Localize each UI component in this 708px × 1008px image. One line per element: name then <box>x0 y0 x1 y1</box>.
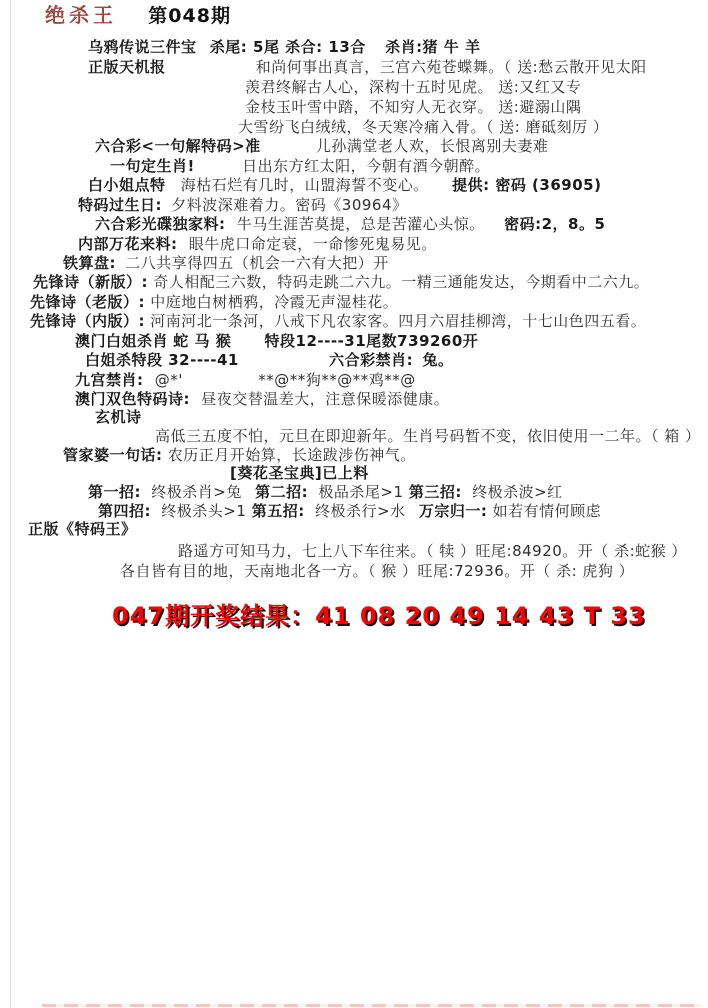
baixiaojie-label: 白小姐点特 <box>88 176 166 194</box>
zhao3-value: 终极杀波>红 <box>472 483 563 501</box>
line-tianji-4 <box>238 117 608 137</box>
zhao5-label: 第五招: <box>251 502 305 520</box>
xianfeng-old-text: 中庭地白树栖鸦，冷霞无声湿桂花。 <box>150 293 399 311</box>
xuanji-title: 玄机诗 <box>95 408 142 426</box>
zhao4-label: 第四招: <box>98 502 151 520</box>
line-guangdie <box>95 214 605 234</box>
zhao5-value: 终极杀行>水 <box>314 502 406 520</box>
xianfeng-old-label: 先锋诗（老版）: <box>30 293 145 311</box>
wanzong-label: 万宗归一: <box>418 502 488 520</box>
line-kuihua-z123 <box>88 482 563 502</box>
brand-title: 绝杀王 <box>45 3 117 27</box>
page-header <box>45 5 231 27</box>
tianji-poem-4: 大雪纷飞白绒绒，冬天寒冷痛入骨。（ 送: 磨砥刻厉 ） <box>238 118 609 136</box>
left-border-rule <box>10 0 11 1008</box>
line-wanhua <box>78 234 437 254</box>
bottom-border-rule <box>42 1004 702 1007</box>
tiesuanpan-label: 铁算盘: <box>63 254 116 272</box>
issue-number: 第048期 <box>148 5 231 27</box>
shengri-text: 夕料波深难着力。密码《30964》 <box>171 196 408 214</box>
yiju-poem: 日出东方红太阳，今朝有酒今朝醉。 <box>242 157 491 175</box>
zhao2-value: 极品杀尾>1 <box>318 483 404 501</box>
temawang-title: 正版《特码王》 <box>28 520 137 538</box>
aomen-baijie-label: 澳门白姐杀肖 <box>75 332 169 350</box>
shuangse-label: 澳门双色特码诗: <box>75 390 190 408</box>
line-shate <box>85 350 453 370</box>
wuya-kill-zodiac: 杀肖:猪 牛 羊 <box>385 38 481 56</box>
tianji-label: 正版天机报 <box>88 58 166 76</box>
line-xuanji-poem <box>155 426 701 446</box>
zhao4-value: 终极杀头>1 <box>161 502 247 520</box>
xianfeng-inner-text: 河南河北一条河，八戒下凡农家客。四月六眉挂柳湾，十七山色四五看。 <box>150 312 647 330</box>
line-temawang-title <box>28 519 137 539</box>
previous-draw-result: 047期开奖结果：41 08 20 49 14 43 T 33 <box>112 602 646 630</box>
line-shengri <box>78 195 408 215</box>
tianji-send-2: 送:又红又专 <box>498 78 582 96</box>
jiete-poem: 儿孙满堂老人欢，长恨离别夫妻难 <box>315 137 549 155</box>
baixiaojie-poem: 海枯石烂有几时，山盟海誓不变心。 <box>180 176 429 194</box>
jiugong-code-1: @*' <box>154 371 183 389</box>
line-tianji-2 <box>245 77 581 97</box>
wanhua-label: 内部万花来料: <box>78 235 178 253</box>
tiesuanpan-text: 二八共享得四五（机会一六有大把）开 <box>125 254 389 272</box>
zhao3-label: 第三招: <box>408 483 462 501</box>
zhao2-label: 第二招: <box>255 483 309 501</box>
line-xuanji-title <box>95 407 142 427</box>
shuangse-text: 昼夜交替温差大，注意保暖添健康。 <box>201 390 450 408</box>
jinxiao-label: 六合彩禁肖: <box>329 351 414 369</box>
line-shuangse <box>75 389 449 409</box>
line-kuihua-title <box>230 463 369 483</box>
line-yiju <box>110 156 490 176</box>
guangdie-password: 密码:2，8。5 <box>504 215 606 233</box>
xianfeng-new-text: 奇人相配三六数，特码走跳二六九。一精三通能发达，今期看中二六九。 <box>153 273 650 291</box>
wuya-kill-values: 杀尾: 5尾 杀合: 13合 <box>209 38 366 56</box>
line-tianji-1 <box>88 57 647 77</box>
jiugong-label: 九宫禁肖: <box>75 371 144 389</box>
zhao1-value: 终极杀肖>兔 <box>151 483 242 501</box>
line-xianfeng-old <box>30 292 398 312</box>
line-aomen-baijie <box>75 331 478 351</box>
xianfeng-inner-label: 先锋诗（内版）: <box>30 312 145 330</box>
shengri-label: 特码过生日: <box>78 196 162 214</box>
jinxiao-value: 兔。 <box>422 351 454 369</box>
line-temawang-2 <box>120 561 634 581</box>
temawang-poem-1: 路遥方可知马力，七上八下车往来。（ 犊 ）旺尾:84920。开（ 杀:蛇猴 ） <box>178 542 687 560</box>
line-wuya <box>88 37 481 57</box>
jiugong-code-2: **@**狗**@**鸡**@ <box>258 371 416 389</box>
temawang-poem-2: 各自皆有目的地，天南地北各一方。（ 猴 ）旺尾:72936。开（ 杀: 虎狗 ） <box>120 562 635 580</box>
baixiaojie-password: 提供: 密码 (36905) <box>452 176 602 194</box>
jiete-label: 六合彩<一句解特码>准 <box>95 137 261 155</box>
line-xianfeng-inner <box>30 311 646 331</box>
tianji-poem-2: 羡君终解古人心，深构十五时见虎。 <box>245 78 494 96</box>
guanjiapo-label: 管家婆一句话: <box>63 446 163 464</box>
aomen-baijie-animals: 蛇 马 猴 <box>173 332 232 350</box>
shate-label: 白姐杀特段 32----41 <box>85 351 239 369</box>
xianfeng-new-label: 先锋诗（新版）: <box>33 273 148 291</box>
line-jiete <box>95 136 548 156</box>
wanhua-text: 眼牛虎口命定衰，一命惨死鬼易见。 <box>188 235 437 253</box>
kuihua-title: [葵花圣宝典]已上料 <box>230 464 369 482</box>
line-kuihua-z45 <box>98 501 601 521</box>
yiju-label: 一句定生肖! <box>110 157 195 175</box>
tianji-poem-1: 和尚何事出真言，三宫六苑苍蝶舞。（ 送:愁云散开见太阳 <box>255 58 647 76</box>
aomen-baijie-segment: 特段12----31尾数739260开 <box>264 332 479 350</box>
tianji-send-3: 送:避溺山隅 <box>498 98 582 116</box>
guanjiapo-text: 农历正月开始算，长途跋涉伤神气。 <box>167 446 416 464</box>
line-jiugong <box>75 370 416 390</box>
line-xianfeng-new <box>33 272 649 292</box>
guangdie-text: 牛马生涯苦莫提，总是苦灌心头惊。 <box>236 215 485 233</box>
xuanji-poem: 高低三五度不怕，元旦在即迎新年。生肖号码暂不变，依旧使用一二年。（ 箱 ） <box>155 427 701 445</box>
line-tiesuanpan <box>63 253 389 273</box>
line-baixiaojie <box>88 175 601 195</box>
tianji-poem-3: 金枝玉叶雪中踏，不知穷人无衣穿。 <box>245 98 494 116</box>
line-guanjiapo <box>63 445 416 465</box>
zhao1-label: 第一招: <box>88 483 141 501</box>
wuya-label: 乌鸦传说三件宝 <box>88 38 197 56</box>
wanzong-value: 如若有情何顾虑 <box>492 502 602 520</box>
guangdie-label: 六合彩光碟独家料: <box>95 215 226 233</box>
line-tianji-3 <box>245 97 581 117</box>
line-temawang-1 <box>178 541 687 561</box>
